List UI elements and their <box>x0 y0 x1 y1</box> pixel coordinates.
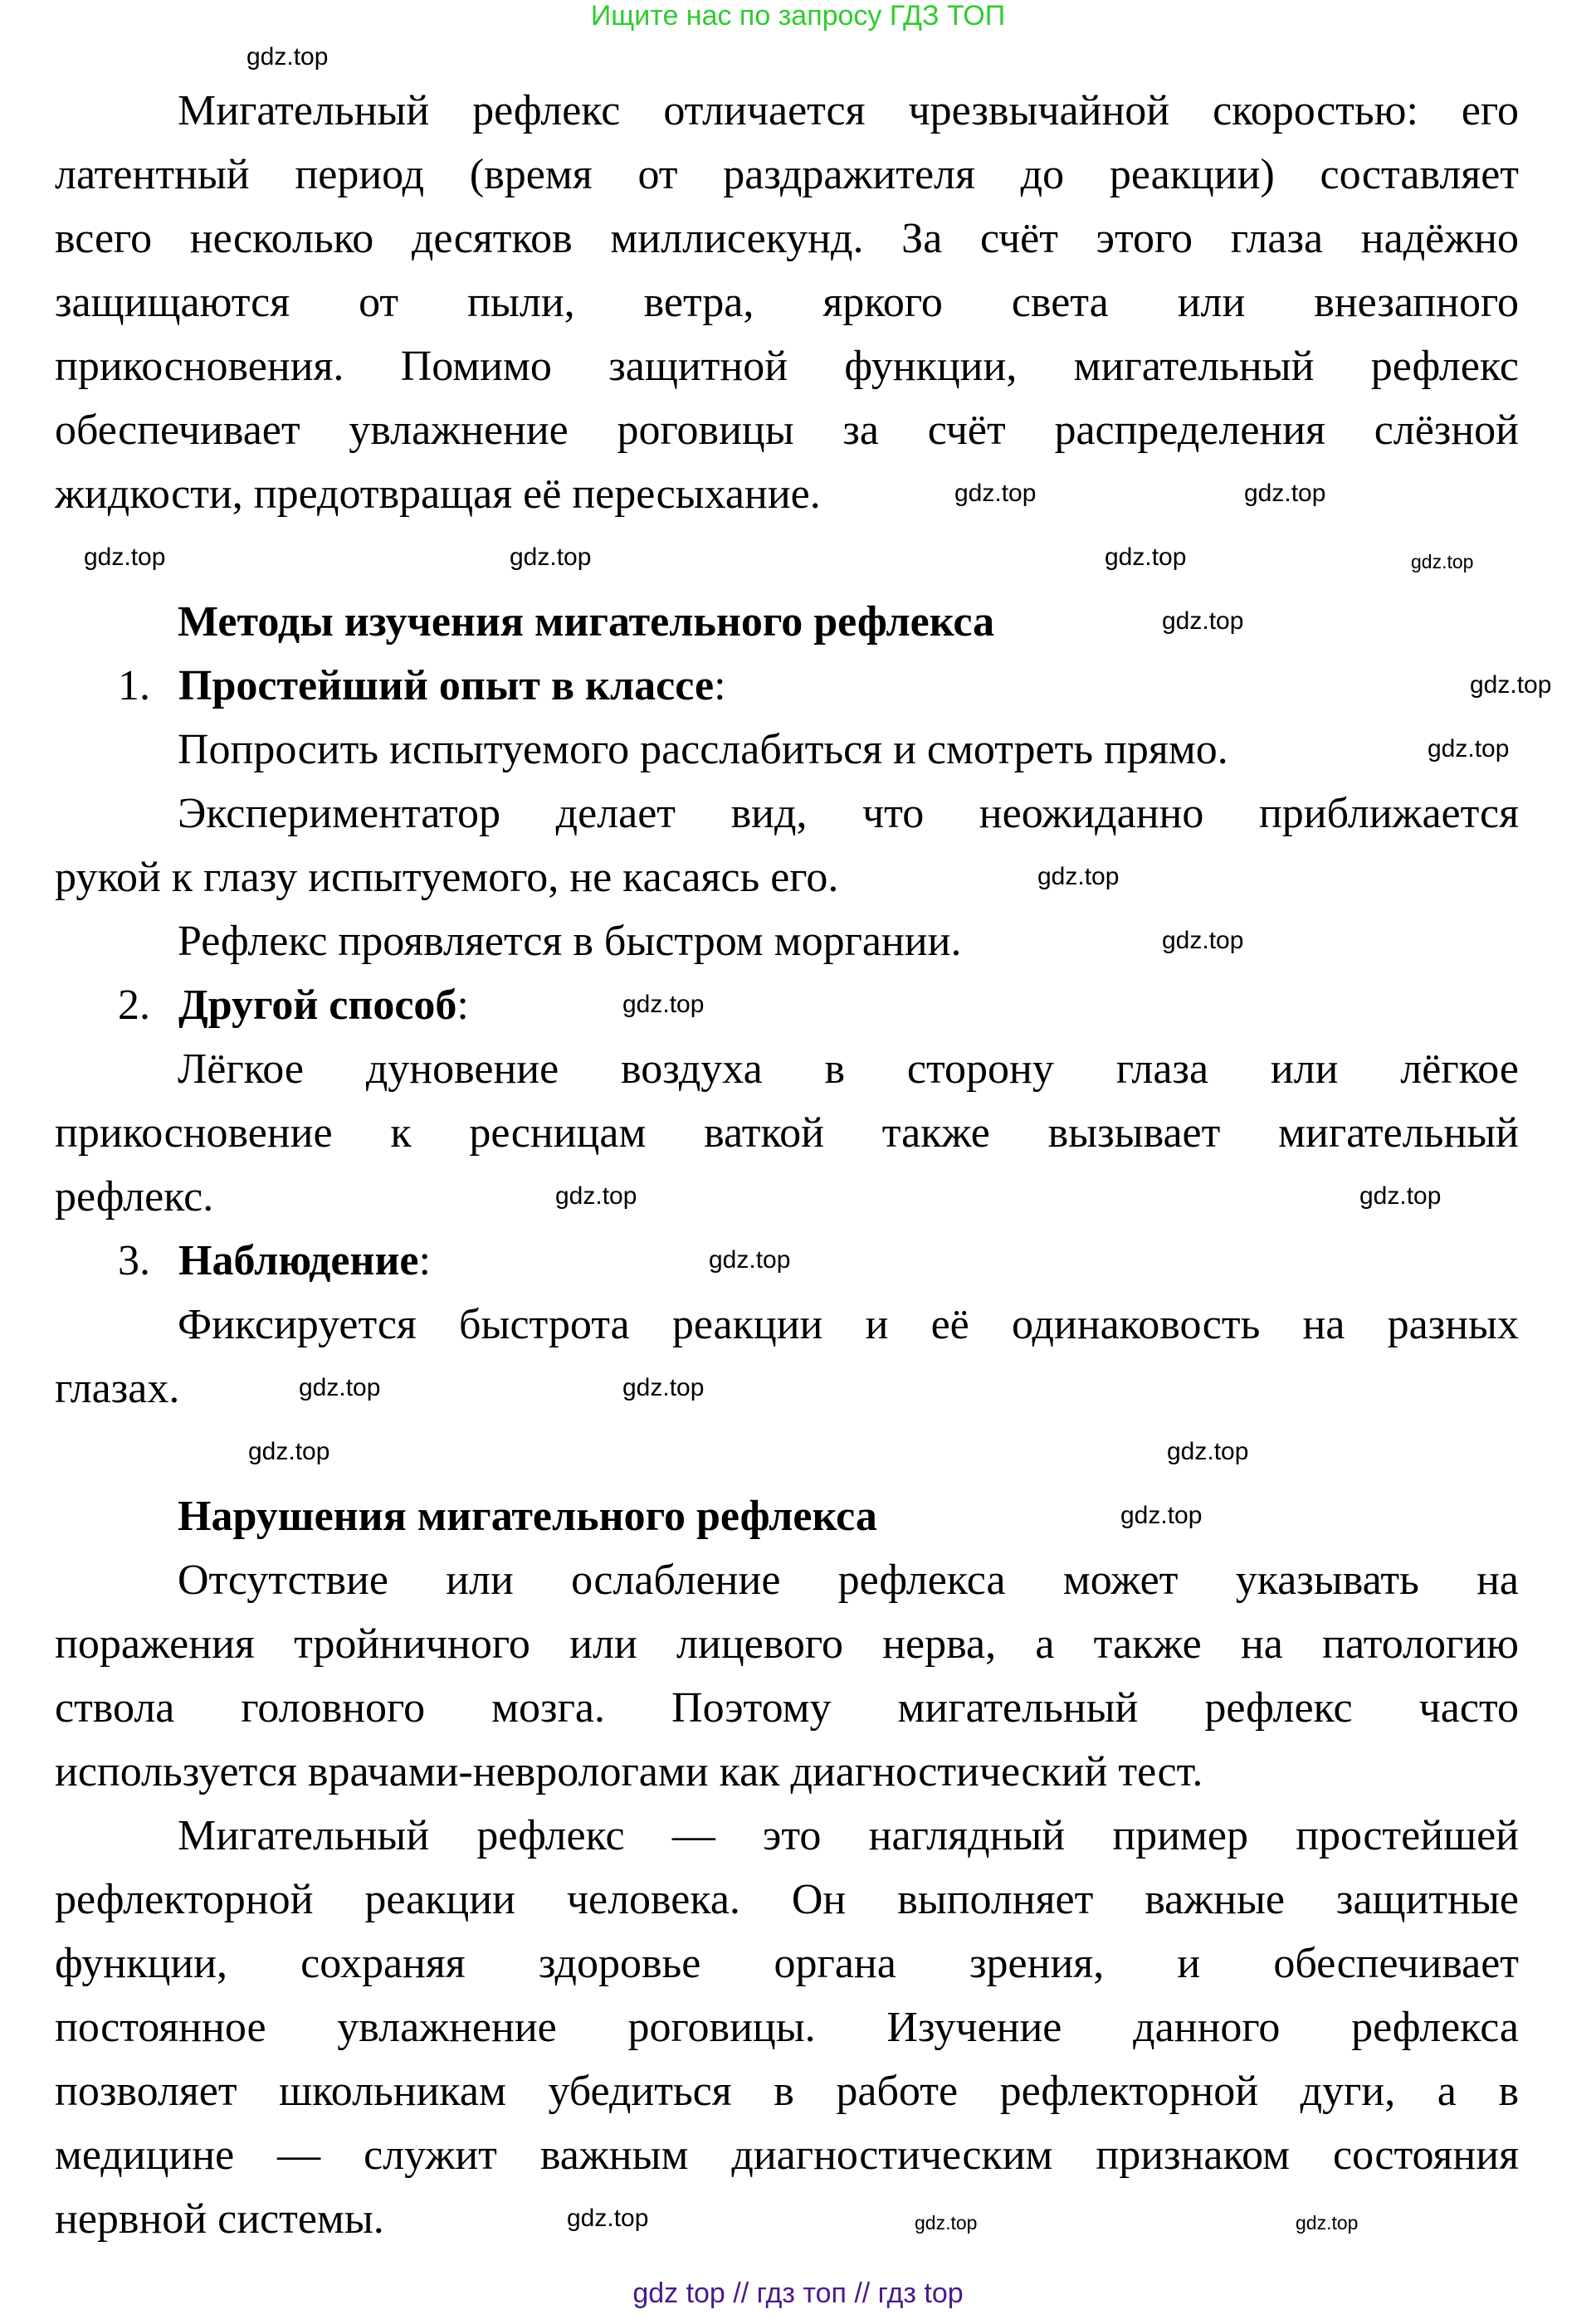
watermark: gdz.top <box>1411 551 1474 572</box>
watermark: gdz.top <box>1296 2212 1359 2234</box>
section-heading-disorders: Нарушения мигательного рефлекса <box>178 1493 877 1540</box>
watermark: gdz.top <box>1167 1438 1249 1465</box>
watermark: gdz.top <box>84 543 166 571</box>
text-line: Мигательный рефлекс отличается чрезвычайной скоростью: его <box>178 87 1519 134</box>
colon: : <box>714 662 726 709</box>
section-heading-methods: Методы изучения мигательного рефлекса <box>178 598 995 646</box>
document-body <box>55 79 1519 2251</box>
text-line: рефлекс. <box>55 1173 214 1220</box>
method-title: Простейший опыт в классе <box>178 662 715 709</box>
watermark: gdz.top <box>1428 735 1510 762</box>
text-line: Мигательный рефлекс — это наглядный пример простейшей <box>178 1812 1519 1859</box>
watermark: gdz.top <box>709 1246 791 1274</box>
watermark: gdz.top <box>248 1438 330 1465</box>
text-line: позволяет школьникам убедиться в работе рефлекторной дуги, а в <box>55 2068 1519 2115</box>
watermark: gdz.top <box>622 1374 705 1401</box>
text-line: глазах. <box>55 1365 180 1412</box>
text-line: прикосновение к ресницам ваткой также вызывает мигательный <box>55 1109 1519 1157</box>
list-number: 3. <box>118 1237 150 1284</box>
text-line: защищаются от пыли, ветра, яркого света или внезапного <box>55 279 1519 326</box>
watermark: gdz.top <box>1359 1182 1442 1210</box>
colon: : <box>418 1237 431 1284</box>
watermark: gdz.top <box>622 991 705 1018</box>
search-banner: Ищите нас по запросу ГДЗ ТОП <box>590 0 1006 32</box>
watermark: gdz.top <box>1037 863 1120 890</box>
method-title: Наблюдение <box>178 1237 419 1284</box>
text-line: латентный период (время от раздражителя до реакции) составляет <box>55 151 1519 198</box>
text-line: используется врачами-неврологами как диагностический тест. <box>55 1748 1203 1795</box>
text-line: постоянное увлажнение роговицы. Изучение данного рефлекса <box>55 2004 1519 2051</box>
text-line: Фиксируется быстрота реакции и её одинаковость на разных <box>178 1301 1519 1348</box>
watermark: gdz.top <box>1105 543 1187 571</box>
text-line: Отсутствие или ослабление рефлекса может указывать на <box>178 1557 1519 1604</box>
watermark: gdz.top <box>555 1182 637 1210</box>
text-line: рефлекторной реакции человека. Он выполняет важные защитные <box>55 1876 1519 1923</box>
watermark: gdz.top <box>567 2205 649 2232</box>
method-2-title <box>55 973 469 1037</box>
watermark: gdz.top <box>510 543 592 571</box>
watermark: gdz.top <box>246 43 329 71</box>
text-line: Экспериментатор делает вид, что неожиданно приближается <box>178 790 1519 837</box>
method-3-title <box>55 1229 431 1293</box>
text-line: обеспечивает увлажнение роговицы за счёт распределения слёзной <box>55 407 1519 454</box>
text-line: медицине — служит важным диагностическим признаком состояния <box>55 2132 1519 2179</box>
text-line: поражения тройничного или лицевого нерва, а также на патологию <box>55 1620 1519 1668</box>
footer-links[interactable]: gdz top // гдз топ // гдз top <box>632 2278 964 2309</box>
text-line: функции, сохраняя здоровье органа зрения, и обеспечивает <box>55 1940 1519 1987</box>
text-line: прикосновения. Помимо защитной функции, мигательный рефлекс <box>55 343 1519 390</box>
watermark: gdz.top <box>299 1374 381 1401</box>
method-1-title <box>55 654 726 718</box>
spacer <box>55 526 1519 590</box>
text-line: Лёгкое дуновение воздуха в сторону глаза или лёгкое <box>178 1045 1519 1093</box>
watermark: gdz.top <box>1470 671 1552 699</box>
watermark: gdz.top <box>1162 927 1244 954</box>
watermark: gdz.top <box>1162 607 1244 635</box>
text-line: Попросить испытуемого расслабиться и смотреть прямо. <box>178 726 1228 773</box>
list-number: 2. <box>118 982 150 1029</box>
text-line: всего несколько десятков миллисекунд. За счёт этого глаза надёжно <box>55 215 1519 262</box>
watermark: gdz.top <box>1120 1502 1203 1529</box>
text-line: рукой к глазу испытуемого, не касаясь его. <box>55 854 839 901</box>
text-line: жидкости, предотвращая её пересыхание. <box>55 470 821 518</box>
list-number: 1. <box>118 662 150 709</box>
text-line: ствола головного мозга. Поэтому мигательный рефлекс часто <box>55 1684 1519 1732</box>
method-title: Другой способ <box>178 982 457 1029</box>
watermark: gdz.top <box>1244 480 1326 507</box>
text-line: Рефлекс проявляется в быстром моргании. <box>178 918 962 965</box>
watermark: gdz.top <box>915 2212 978 2234</box>
text-line: нервной системы. <box>55 2195 384 2243</box>
colon: : <box>456 982 469 1029</box>
watermark: gdz.top <box>954 480 1037 507</box>
